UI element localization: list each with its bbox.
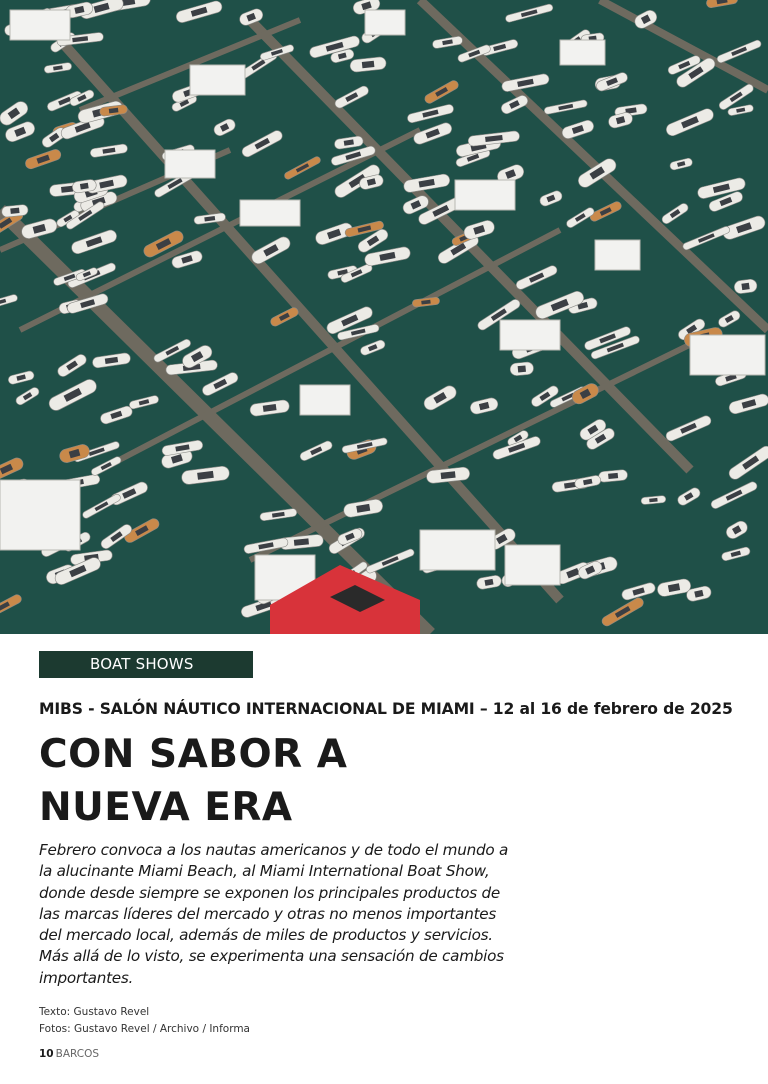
white-tent [505, 545, 560, 585]
credit-text-author: Texto: Gustavo Revel [39, 1006, 150, 1018]
page-number: 10 [39, 1048, 54, 1060]
article-headline [39, 728, 729, 834]
credit-photos: Fotos: Gustavo Revel / Archivo / Informa [39, 1023, 250, 1035]
white-tent [0, 480, 80, 550]
white-tent [420, 530, 495, 570]
page-folio [39, 1048, 99, 1060]
article-kicker: MIBS - SALÓN NÁUTICO INTERNACIONAL DE MIAMI – 12 al 16 de febrero de 2025 [39, 700, 733, 718]
white-tent [500, 320, 560, 350]
lede-line: donde desde siempre se exponen los principales productos de [39, 883, 500, 902]
boat [510, 362, 534, 377]
magazine-name: BARCOS [55, 1048, 100, 1060]
lede-line: Febrero convoca a los nautas americanos y de todo el mundo a [39, 841, 509, 859]
headline-line-2: NUEVA ERA [39, 785, 293, 830]
white-tent [300, 385, 350, 415]
lede-line: las marcas líderes del mercado y otras no menos importantes [39, 904, 497, 923]
white-tent [560, 40, 605, 65]
lede-line: Más allá de lo visto, se experimenta una sensación de cambios [39, 947, 504, 966]
lede-line: importantes. [39, 968, 134, 987]
lede-line: la alucinante Miami Beach, al Miami International Boat Show, [39, 862, 490, 881]
white-tent [240, 200, 300, 226]
section-tag: BOAT SHOWS [39, 651, 253, 678]
lede-line: del mercado local, además de miles de productos y servicios. [39, 926, 493, 945]
white-tent [455, 180, 515, 210]
white-tent [10, 10, 70, 40]
white-tent [365, 10, 405, 35]
white-tent [690, 335, 765, 375]
headline-line-1: CON SABOR A [39, 732, 348, 777]
article-lede [39, 840, 509, 989]
white-tent [165, 150, 215, 178]
white-tent [190, 65, 245, 95]
white-tent [595, 240, 640, 270]
